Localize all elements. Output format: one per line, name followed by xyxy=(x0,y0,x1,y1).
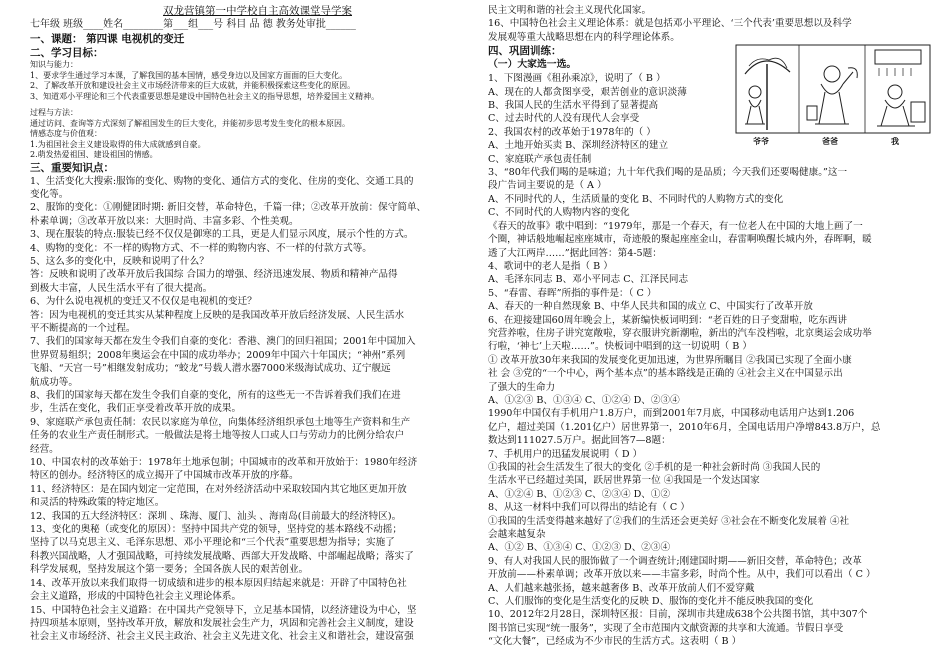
text-line: 10、中国农村的改革始于：1978年土地承包制；中国城市的改革和开放始于：1980年经济 xyxy=(30,457,418,469)
text-line: 会越来越复杂 xyxy=(488,529,546,541)
text-line: 社会主义市场经济、社会主义民主政治、社会主义先进文化、社会主义和谐社会，建设富强 xyxy=(30,631,414,643)
text-line: 任务的农业生产责任制形式。一般做法是将土地等按人口或人口与劳动力的比例分给农户 xyxy=(30,430,405,442)
text-line: 1990年中国仅有手机用户1.8万户，而到2001年7月底，中国移动电话用户达到1.206 xyxy=(488,408,855,420)
comic-caption-grandpa: 爷爷 xyxy=(753,137,769,146)
text-line: 会主义道路，形成的中国特色社会主义理论体系。 xyxy=(30,591,242,603)
text-line: A、①②③ B、①③④ C、①②④ D、②③④ xyxy=(488,394,680,406)
text-line: 1、要求学生通过学习本课，了解我国的基本国情，感受身边以及国家方面面的巨大变化。 xyxy=(30,70,348,80)
text-line: C、不同时代的人购物内容的变化 xyxy=(488,207,630,219)
comic-drawing-icon xyxy=(735,44,931,134)
text-line: 坚持了以马克思主义、毛泽东思想、邓小平理论和“三个代表”重要思想为指导；实施了 xyxy=(30,537,395,549)
text-line: 平不断提高的一个过程。 xyxy=(30,322,136,334)
practice-heading: 四、巩固训练： xyxy=(488,45,562,58)
lesson-label: 一、课题： xyxy=(30,33,83,45)
text-line: 8、我们的国家每天都在发生令我们自豪的变化，所有的这些无一不告诉着我们我们在进 xyxy=(30,390,401,401)
text-line: 科学发展观，坚持发展这个第一要务；全国各族人民的艰苦创业。 xyxy=(30,564,309,576)
text-line: 12、我国的五大经济特区：深圳 、珠海、厦门、汕头 、海南岛(目前最大的经济特区)。 xyxy=(30,510,402,522)
text-line: A、不同时代的人，生活质量的变化 B、不同时代的人购物方式的变化 xyxy=(488,193,784,205)
text-line: 持四项基本原则，坚持改革开放，解放和发展社会生产力，巩固和完善社会主义制度，建设 xyxy=(30,617,414,629)
text-line: 发展观等重大战略思想在内的科学理论体系。 xyxy=(488,31,680,43)
text-line: 4、购物的变化：不一样的购物方式、不一样的购物内容、不一样的付款方式等。 xyxy=(30,242,372,254)
comic-illustration xyxy=(735,44,931,152)
worksheet-title: 双龙营镇第一中学校自主高效课堂导学案 xyxy=(163,5,352,17)
text-line: 过程与方法： xyxy=(30,108,78,117)
text-line: 6、在迎接建国60周年晚会上，某新编快板词明到：“老百姓的日子变甜啦，吃东西讲 xyxy=(488,314,847,326)
text-line: 2.萌发热爱祖国、建设祖国的情感。 xyxy=(30,150,158,159)
text-line: C、人们服饰的变化是生活变化的反映 D、服饰的变化并不能反映我国的变化 xyxy=(488,596,814,608)
comic-caption-father: 爸爸 xyxy=(822,137,838,146)
text-line: 民主文明和谐的社会主义现代化国家。 xyxy=(488,5,652,16)
text-line: 3、知道邓小平理论和三个代表重要思想是建设中国特色社会主义的指导思想，培养爱国主义精神。 xyxy=(30,91,380,101)
student-info-line: 七年级 班级____姓名________第___组___号 科目 品 德 教务处审批______ xyxy=(30,19,356,30)
text-line: 数达到111027.5万户。据此回答7—8题： xyxy=(488,435,671,447)
text-line: 和灵活的特殊政策的特定地区。 xyxy=(30,497,165,509)
text-line: 答：反映和说明了改革开放后我国综 合国力的增强、经济迅速发展、物质和精神产品得 xyxy=(30,269,398,281)
text-line: 情感态度与价值观： xyxy=(30,129,102,138)
text-line: 开放前——朴素单调；改革开放以来——丰富多彩，时尚个性。从中，我们可以看出（ C ） xyxy=(488,569,876,581)
text-line: 2、服饰的变化：①刚健团时期: 新旧交替，革命特色，千篇一律；②改革开放前：保守简单、 xyxy=(30,202,427,214)
text-line: 9、有人对我国人民的服饰做了一个调查统计;刚建国时期——新旧交替，革命特色；改革 xyxy=(488,555,862,567)
comic-caption-me: 我 xyxy=(891,137,899,146)
text-line: 1、下图漫画《租孙乘凉》，说明了（ B ） xyxy=(488,73,666,85)
text-line: 亿户，超过美国（1.201亿户）居世界第一，2010年6月，全国电话用户净增843.8万户，总 xyxy=(488,421,881,433)
text-line: 社 会 ③党的“一个中心，两个基本点”的基本路线是正确的 ④社会主义在中国显示出 xyxy=(488,368,843,380)
text-line: 究营养啦，住房子讲究宽敞啦，穿衣服讲究新潮啦，新出的汽车没档啦，北京奥运会成功举 xyxy=(488,327,872,339)
text-line: 到极大丰富，人民生活水平有了很大提高。 xyxy=(30,282,213,294)
text-line: 通过访问、查询等方式深刻了解祖国发生的巨大变化，并能初步思考发生变化的根本原因。 xyxy=(30,118,350,128)
text-line: “文化大餐”，已经成为不少市民的生活方式。这表明（ B ） xyxy=(488,636,742,648)
text-line: 10、2012年2月28日，深圳特区报：目前，深圳市共建成638个公共图书馆，其中307个 xyxy=(488,609,868,621)
text-line: 13、变化的奥秘（或变化的原因）：坚持中国共产党的领导，坚持党的基本路线不动摇； xyxy=(30,524,402,536)
mc-heading: （一）大家选一选。 xyxy=(488,59,577,71)
text-line: A、土地开始买卖 B、深圳经济特区的建立 xyxy=(488,140,669,152)
text-line: 步，生活在变化，我们正享受着改革开放的成果。 xyxy=(30,403,242,415)
text-line: 朴素单调；③改革开放以来：大胆时尚、丰富多彩、个性美观。 xyxy=(30,215,299,227)
text-line: 透了大江两岸……”据此回答：第4-5题： xyxy=(488,247,662,259)
text-line: 世界贸易组织；2008年奥运会在中国的成功举办；2009年中国六十年国庆；“神州”系列 xyxy=(30,349,406,361)
text-line: 4、歌词中的老人是指（ B ） xyxy=(488,260,613,272)
text-line: 答：因为电视机的变迁其实从某种程度上反映的是我国改革开放后经济发展、人民生活水 xyxy=(30,309,405,321)
text-line: A、①② B、①③④ C、①②③ D、②③④ xyxy=(488,542,671,554)
text-line: 2、了解改革开放和建设社会主义市场经济带来的巨大成就，并能积极探索这些变化的原因。 xyxy=(30,81,356,90)
text-line: 了强大的生命力 xyxy=(488,381,556,393)
text-line: 8、从这一材料中我们可以得出的结论有（ C ） xyxy=(488,502,690,514)
text-line: C、家庭联产承包责任制 xyxy=(488,153,592,165)
text-line: ①我国的生活变得越来越好了②我们的生活还会更美好 ③社会在不断变化发展着 ④社 xyxy=(488,515,850,527)
lesson-topic xyxy=(30,32,485,46)
lesson-title: 第四课 电视机的变迁 xyxy=(86,33,185,45)
text-line: 图书馆已实现“统一服务”，实现了全市范围内文献资源的共享和大流通。节假日享受 xyxy=(488,622,844,634)
text-line: 经营。 xyxy=(30,443,59,455)
text-line: 航成功等。 xyxy=(30,376,78,388)
text-line: A、现在的人都贪图享受，艰苦创业的意识淡薄 xyxy=(488,86,687,98)
text-line: 7、手机用户的迅猛发展说明（ D ） xyxy=(488,448,643,460)
text-line: 特区的创办。经济特区的成立揭开了中国城市改革开放的序幕。 xyxy=(30,470,299,482)
text-line: 15、中国特色社会主义道路：在中国共产党领导下，立足基本国情，以经济建设为中心，坚 xyxy=(30,604,417,616)
text-line: 飞船、“天宫一号”相继发射成功；“蛟龙”号载人潜水器7000米级海试成功、辽宁舰远 xyxy=(30,363,391,375)
text-line: 1、生活变化大搜索:服饰的变化、购物的变化、通信方式的变化、住房的变化、交通工具的 xyxy=(30,175,414,187)
text-line: 3、“80年代我们喝的是味道；九十年代我们喝的是品质；今天我们还要喝健康。”这一 xyxy=(488,167,848,179)
text-line: 知识与能力： xyxy=(30,60,78,69)
questions-list xyxy=(488,72,928,648)
text-line: 2、我国农村的改革始于1978年的（ ） xyxy=(488,126,656,138)
text-line: 6、为什么说电视机的变迁又不仅仅是电视机的变迁？ xyxy=(30,296,257,308)
knowledge-list xyxy=(30,175,485,644)
text-line: 11、经济特区：是在国内划定一定范围，在对外经济活动中采取较国内其它地区更加开放 xyxy=(30,483,407,495)
text-line: B、我国人民的生活水平得到了显著提高 xyxy=(488,100,659,112)
text-line: 7、我们的国家每天都在发生令我们自豪的变化：香港、澳门的回归祖国；2001年中国加入 xyxy=(30,336,416,348)
left-column xyxy=(30,4,485,644)
text-line: 5、“春雷、春晖”所指的事件是：（ C ） xyxy=(488,287,657,299)
text-line: ① 改革开放30年来我国的发展变化更加迅速，为世界所瞩目 ②我国已实现了全面小康 xyxy=(488,354,852,366)
text-line: C、过去时代的人没有现代人会享受 xyxy=(488,113,640,125)
text-line: 行啦，‘神七’上天啦……”。快板词中唱到的这一切说明（ B ） xyxy=(488,341,752,353)
text-line: 个圈，神话般地崛起座座城市，奇迹般的聚起座座金山，春雷啊唤醒长城内外，春晖啊，暖 xyxy=(488,234,872,246)
text-line: A、①②④ B、①②③ C、②③④ D、①② xyxy=(488,488,671,500)
text-line: 1.为祖国社会主义建设取得的伟大成就感到自豪。 xyxy=(30,139,206,149)
continued-lines xyxy=(488,4,928,44)
text-line: A、毛泽东同志 B、邓小平同志 C、江泽民同志 xyxy=(488,274,689,286)
text-line: 科教兴国战略，人才强国战略，可持续发展战略、西部大开发战略、中部崛起战略；落实了 xyxy=(30,550,414,562)
goals-heading: 二、学习目标： xyxy=(30,47,104,59)
goals-list xyxy=(30,60,485,161)
text-line: 《春天的故事》歌中唱到：“1979年，那是一个春天，有一位老人在中国的大地上画了一 xyxy=(488,220,863,232)
text-line: 9、家庭联产承包责任制：农民以家庭为单位，向集体经济组织承包土地等生产资料和生产 xyxy=(30,416,411,428)
text-line: 5、这么多的变化中，反映和说明了什么？ xyxy=(30,255,209,267)
text-line: 16、中国特色社会主义理论体系：就是包括邓小平理论、‘三个代表’重要思想以及科学 xyxy=(488,18,852,30)
text-line: 生活水平已经超过美国，跃居世界第一位 ④我国是一个发达国家 xyxy=(488,475,760,487)
text-line: A、人们越来越张扬，越来越奢侈 B、改革开放前人们不爱穿戴 xyxy=(488,582,755,594)
text-line: 变化等。 xyxy=(30,188,69,200)
text-line: ①我国的社会生活发生了很大的变化 ②手机的是一种社会新时尚 ③我国人民的 xyxy=(488,462,821,473)
text-line: 3、现在服装的特点:服装已经不仅仅是御寒的工具，更是人们显示风度，展示个性的方式。 xyxy=(30,229,414,241)
knowledge-heading: 三、重要知识点： xyxy=(30,161,114,174)
text-line: A、春天的一种自然现象 B、中华人民共和国的成立 C、中国实行了改革开放 xyxy=(488,301,813,313)
text-line: 14、改革开放以来我们取得一切成绩和进步的根本原因归结起来就是：开辟了中国特色社 xyxy=(30,577,407,589)
text-line: 段广告词主要说的是（ A ） xyxy=(488,180,607,192)
